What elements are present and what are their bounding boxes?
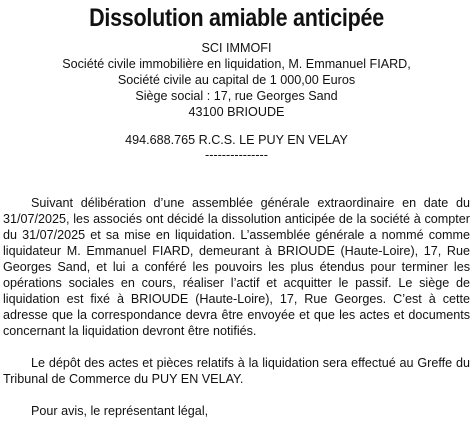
paragraph-signature: Pour avis, le représentant légal, (31, 404, 209, 418)
rcs-number: 494.688.765 R.C.S. LE PUY EN VELAY (125, 133, 348, 147)
paragraph-filing: Le dépôt des actes et pièces relatifs à la liquidation sera effectué au Greffe du Tribunal de Commerce du PUY EN VELAY. (3, 356, 470, 386)
company-capital: Société civile au capital de 1 000,00 Euros (117, 73, 356, 87)
company-header (0, 40, 473, 120)
paragraph-dissolution: Suivant délibération d’une assemblée générale extraordinaire en date du 31/07/2025, les associés ont décidé la dissolution anticipée de la société à compter du 31/07/2025 et sa mise en liquidation. L’assemblée générale a nommé comme liquidateur M. Emmanuel FIARD, demeurant à BRIOUDE (Haute-Loire), 17, Rue Georges Sand, et lui a conféré les pouvoirs les plus étendus pour terminer les opérations sociales en cours, réaliser l’actif et acquitter le passif. Le siège de liquidation est fixé à BRIOUDE (Haute-Loire), 17, Rue Georges. C’est à cette adresse que la correspondance devra être envoyée et que les actes et documents concernant la liquidation devront être notifiés. (3, 196, 470, 338)
company-name: SCI IMMOFI (201, 41, 272, 55)
notice-title: Dissolution amiable anticipée (89, 4, 384, 32)
separator-line: --------------- (205, 148, 268, 162)
company-address: Siège social : 17, rue Georges Sand (135, 89, 338, 103)
notice-body (3, 195, 470, 419)
company-legal-form: Société civile immobilière en liquidation, M. Emmanuel FIARD, (62, 57, 411, 71)
company-city: 43100 BRIOUDE (188, 105, 285, 119)
